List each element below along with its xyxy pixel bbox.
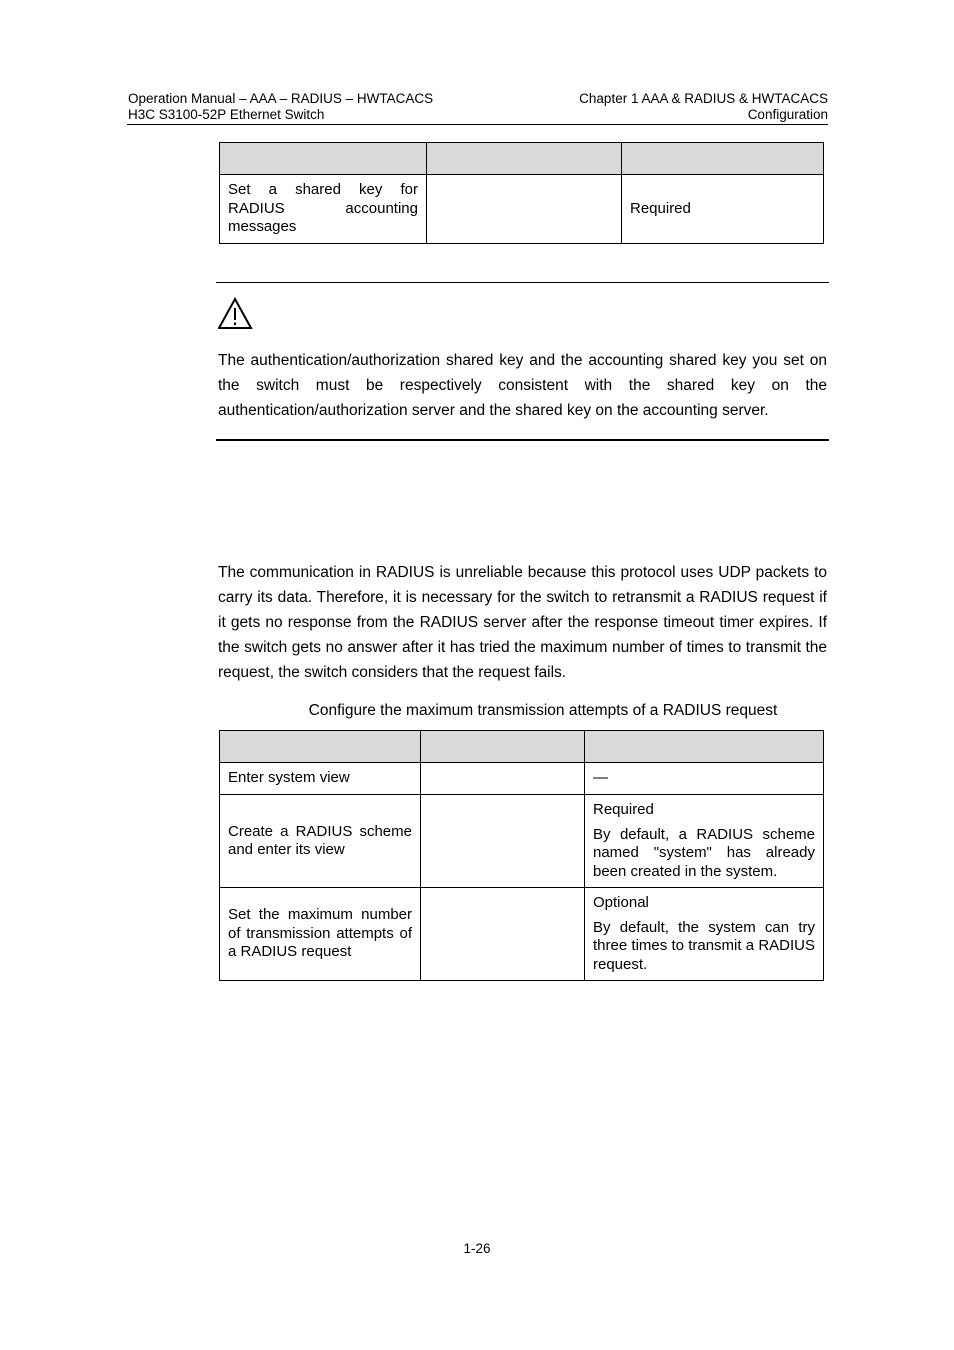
- table-row: [220, 763, 824, 795]
- command-cell: [427, 175, 622, 244]
- table-row: [220, 888, 824, 981]
- table-header-cell: [427, 143, 622, 175]
- header-chapter-title: Chapter 1 AAA & RADIUS & HWTACACS: [579, 91, 828, 106]
- remarks-cell: [585, 795, 824, 888]
- command-cell: [421, 763, 585, 795]
- remarks-cell: Required: [622, 175, 824, 244]
- table-header-cell: [622, 143, 824, 175]
- remark-requirement: Optional: [593, 894, 649, 911]
- header-section-name: Configuration: [747, 107, 828, 122]
- remarks-cell: [585, 888, 824, 981]
- header-rule: [127, 124, 828, 125]
- operation-cell: Create a RADIUS scheme and enter its view: [220, 795, 421, 888]
- shared-key-config-table: [219, 142, 824, 244]
- table-header-cell: [585, 731, 824, 763]
- running-header-right: [579, 91, 828, 123]
- warning-triangle-icon-graphic: [218, 297, 254, 331]
- table-header-cell: [220, 731, 421, 763]
- remark-detail: By default, a RADIUS scheme named "system" has already been created in the system.: [593, 825, 815, 880]
- command-cell: [421, 888, 585, 981]
- caution-note-text: The authentication/authorization shared key and the accounting shared key you set on the switch must be respectively consistent with the shared key on the authentication/authorization server and the shared key on the accounting server.: [218, 352, 827, 419]
- table-header-cell: [220, 143, 427, 175]
- command-cell: [421, 795, 585, 888]
- table-row: [220, 175, 824, 244]
- operation-cell: Set a shared key for RADIUS accounting messages: [220, 175, 427, 244]
- remark-requirement: Required: [593, 801, 654, 818]
- operation-cell: Set the maximum number of transmission attempts of a RADIUS request: [220, 888, 421, 981]
- remark-detail: By default, the system can try three times to transmit a RADIUS request.: [593, 918, 815, 973]
- table-header-row: [220, 143, 824, 175]
- remarks-cell: —: [585, 763, 824, 795]
- table-caption: Configure the maximum transmission attempts of a RADIUS request: [308, 702, 778, 719]
- max-transmission-config-table: [219, 730, 824, 981]
- header-product-name: H3C S3100-52P Ethernet Switch: [128, 107, 325, 122]
- table-header-row: [220, 731, 824, 763]
- table-row: [220, 795, 824, 888]
- header-manual-title: Operation Manual – AAA – RADIUS – HWTACACS: [128, 91, 434, 106]
- table-header-cell: [421, 731, 585, 763]
- running-header-left: [128, 91, 433, 123]
- caution-bottom-rule: [216, 439, 829, 441]
- body-paragraph: The communication in RADIUS is unreliable because this protocol uses UDP packets to carry its data. Therefore, it is necessary for the switch to retransmit a RADIUS request if it gets no response from the RADIUS server after the response timeout timer expires. If the switch gets no answer after it has tried the maximum number of times to transmit the request, the switch considers that the request fails.: [218, 564, 827, 681]
- warning-triangle-icon: [218, 297, 254, 331]
- page-number: 1-26: [463, 1241, 491, 1256]
- operation-cell: Enter system view: [220, 763, 421, 795]
- caution-top-rule: [216, 282, 829, 283]
